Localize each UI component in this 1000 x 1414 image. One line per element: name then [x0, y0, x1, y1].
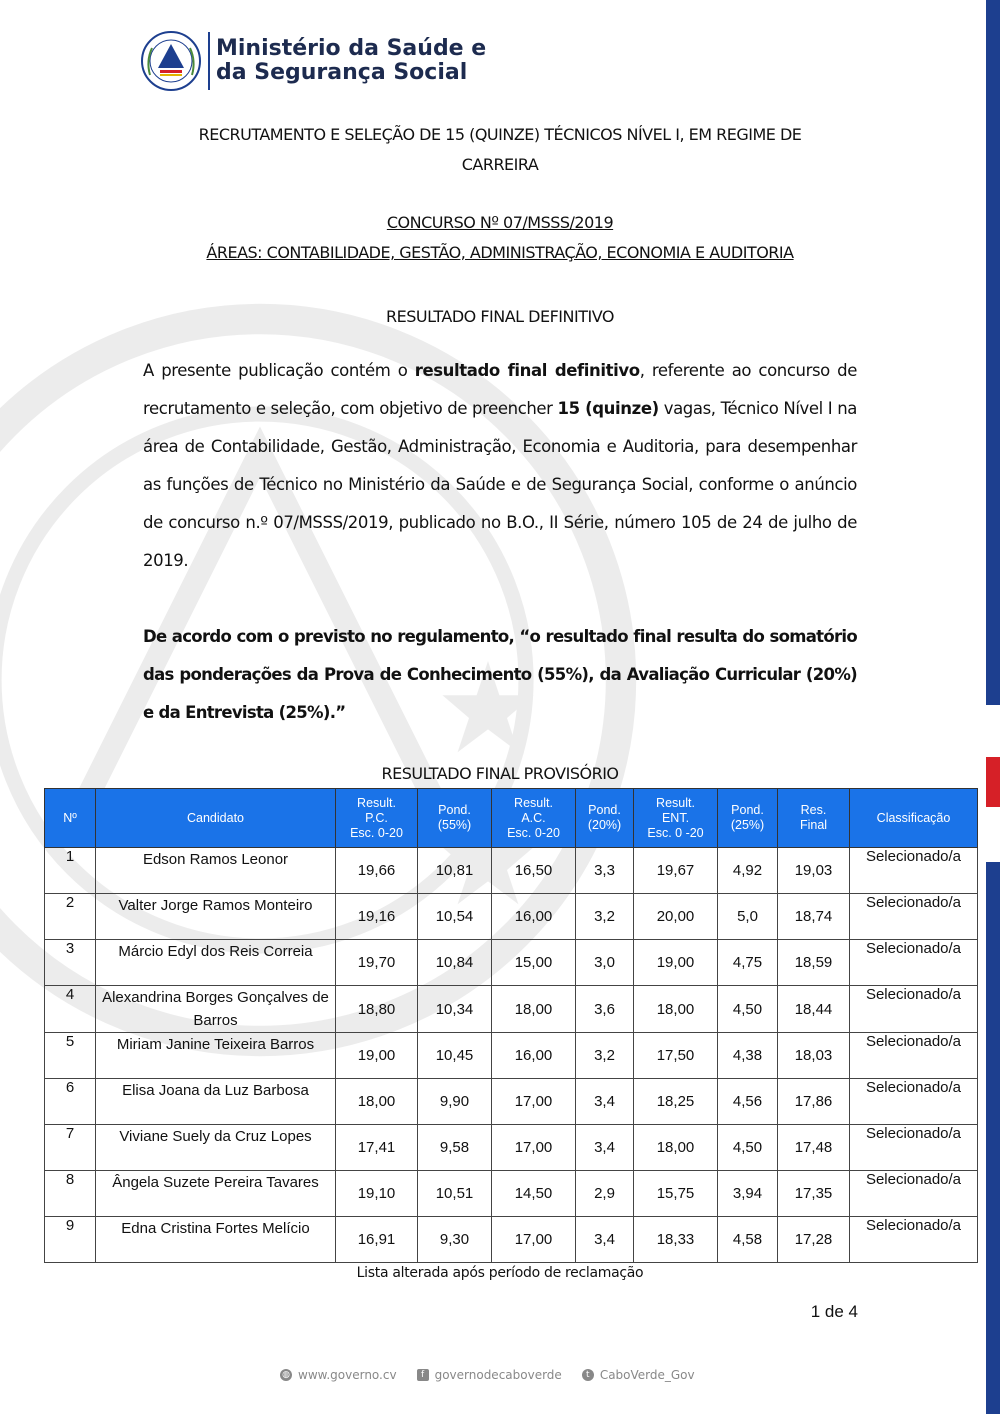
result-pc: 19,70 — [336, 940, 418, 986]
pond-25: 4,75 — [718, 940, 778, 986]
pond-55: 10,84 — [418, 940, 492, 986]
final-result: 18,03 — [778, 1033, 850, 1079]
pond-20: 3,4 — [576, 1079, 634, 1125]
title-line-2: CARREIRA — [461, 155, 539, 174]
pond-25: 3,94 — [718, 1171, 778, 1217]
pond-25: 4,50 — [718, 1125, 778, 1171]
table-row — [45, 986, 978, 1033]
candidate-name: Valter Jorge Ramos Monteiro — [96, 894, 336, 940]
pond-20: 3,2 — [576, 894, 634, 940]
candidate-name: Alexandrina Borges Gonçalves de Barros — [96, 986, 336, 1033]
result-pc: 19,16 — [336, 894, 418, 940]
result-ent: 17,50 — [634, 1033, 718, 1079]
intro-bold-result: resultado final definitivo — [414, 361, 640, 380]
concurso-heading — [140, 208, 860, 268]
final-result: 17,28 — [778, 1217, 850, 1263]
pond-55: 9,30 — [418, 1217, 492, 1263]
pond-25: 4,56 — [718, 1079, 778, 1125]
globe-icon: ◍ — [280, 1369, 292, 1381]
row-number: 5 — [45, 1033, 96, 1079]
final-result: 17,35 — [778, 1171, 850, 1217]
result-ent: 15,75 — [634, 1171, 718, 1217]
pond-25: 4,58 — [718, 1217, 778, 1263]
ministry-name — [216, 37, 486, 85]
pond-55: 9,58 — [418, 1125, 492, 1171]
result-ac: 17,00 — [492, 1217, 576, 1263]
twitter-icon: t — [582, 1369, 594, 1381]
national-seal-icon — [140, 30, 202, 92]
intro-text-1: A presente publicação contém o — [143, 361, 415, 380]
result-ac: 17,00 — [492, 1125, 576, 1171]
table-row — [45, 1171, 978, 1217]
table-row — [45, 1079, 978, 1125]
footer-links — [280, 1368, 695, 1382]
result-ent: 18,33 — [634, 1217, 718, 1263]
ministry-line-2: da Segurança Social — [216, 60, 468, 85]
ministry-line-1: Ministério da Saúde e — [216, 36, 487, 61]
classification: Selecionado/a — [850, 894, 978, 940]
result-pc: 16,91 — [336, 1217, 418, 1263]
pond-25: 4,92 — [718, 848, 778, 894]
row-number: 1 — [45, 848, 96, 894]
amendment-note: Lista alterada após período de reclamação — [356, 1265, 644, 1281]
right-accent-bar-red — [986, 757, 1000, 807]
final-result: 18,44 — [778, 986, 850, 1033]
result-ac: 15,00 — [492, 940, 576, 986]
classification: Selecionado/a — [850, 1079, 978, 1125]
candidate-name: Edson Ramos Leonor — [96, 848, 336, 894]
classification: Selecionado/a — [850, 1033, 978, 1079]
recruitment-title — [140, 120, 860, 180]
header-divider — [208, 32, 210, 90]
final-result: 19,03 — [778, 848, 850, 894]
table-row — [45, 1125, 978, 1171]
pond-25: 4,50 — [718, 986, 778, 1033]
final-result: 17,86 — [778, 1079, 850, 1125]
final-result: 17,48 — [778, 1125, 850, 1171]
final-result: 18,59 — [778, 940, 850, 986]
candidate-name: Edna Cristina Fortes Melício — [96, 1217, 336, 1263]
result-ac: 14,50 — [492, 1171, 576, 1217]
classification: Selecionado/a — [850, 1217, 978, 1263]
pond-20: 3,6 — [576, 986, 634, 1033]
row-number: 4 — [45, 986, 96, 1033]
result-ent: 19,67 — [634, 848, 718, 894]
result-ac: 16,00 — [492, 1033, 576, 1079]
intro-text-3: vagas, Técnico Nível I na área de Contabilidade, Gestão, Administração, Economia e Auditoria, para desempenhar as funções de Técnico no Ministério da Saúde e de Segurança Social, conforme o anúncio de concurso n.º 07/MSSS/2019, publicado no B.O., II Série, número 105 de 24 de julho de 2019. — [143, 399, 857, 570]
pond-20: 3,3 — [576, 848, 634, 894]
result-pc: 19,10 — [336, 1171, 418, 1217]
result-ent: 20,00 — [634, 894, 718, 940]
classification: Selecionado/a — [850, 986, 978, 1033]
result-pc: 18,80 — [336, 986, 418, 1033]
result-ent: 19,00 — [634, 940, 718, 986]
concurso-number: CONCURSO Nº 07/MSSS/2019 — [386, 213, 614, 232]
classification: Selecionado/a — [850, 848, 978, 894]
row-number: 3 — [45, 940, 96, 986]
candidate-name: Ângela Suzete Pereira Tavares — [96, 1171, 336, 1217]
result-heading: RESULTADO FINAL DEFINITIVO — [386, 307, 614, 326]
footer-facebook[interactable]: governodecaboverde — [434, 1368, 562, 1382]
table-title: RESULTADO FINAL PROVISÓRIO — [381, 764, 619, 783]
result-ent: 18,00 — [634, 1125, 718, 1171]
candidate-name: Márcio Edyl dos Reis Correia — [96, 940, 336, 986]
pond-55: 9,90 — [418, 1079, 492, 1125]
result-ac: 18,00 — [492, 986, 576, 1033]
result-ent: 18,25 — [634, 1079, 718, 1125]
footer-twitter[interactable]: CaboVerde_Gov — [599, 1368, 695, 1382]
header-result-pc: Result. P.C. Esc. 0-20 — [336, 789, 418, 848]
table-row — [45, 1217, 978, 1263]
table-row — [45, 940, 978, 986]
right-accent-bar-bottom — [986, 862, 1000, 1414]
candidate-name: Elisa Joana da Luz Barbosa — [96, 1079, 336, 1125]
classification: Selecionado/a — [850, 1171, 978, 1217]
header-number: Nº — [45, 789, 96, 848]
pond-20: 2,9 — [576, 1171, 634, 1217]
header-pond-55: Pond. (55%) — [418, 789, 492, 848]
final-result: 18,74 — [778, 894, 850, 940]
pond-25: 5,0 — [718, 894, 778, 940]
result-ac: 16,50 — [492, 848, 576, 894]
pond-55: 10,51 — [418, 1171, 492, 1217]
result-pc: 18,00 — [336, 1079, 418, 1125]
intro-paragraph — [143, 352, 857, 580]
letterhead — [140, 30, 486, 92]
row-number: 9 — [45, 1217, 96, 1263]
header-pond-20: Pond. (20%) — [576, 789, 634, 848]
right-accent-bar-top — [986, 0, 1000, 705]
pond-55: 10,54 — [418, 894, 492, 940]
header-pond-25: Pond. (25%) — [718, 789, 778, 848]
footer-website[interactable]: www.governo.cv — [298, 1368, 397, 1382]
result-ent: 18,00 — [634, 986, 718, 1033]
pond-20: 3,4 — [576, 1217, 634, 1263]
result-ac: 17,00 — [492, 1079, 576, 1125]
pond-55: 10,34 — [418, 986, 492, 1033]
result-ac: 16,00 — [492, 894, 576, 940]
result-pc: 19,66 — [336, 848, 418, 894]
table-row — [45, 1033, 978, 1079]
candidate-name: Viviane Suely da Cruz Lopes — [96, 1125, 336, 1171]
pond-20: 3,0 — [576, 940, 634, 986]
title-line-1: RECRUTAMENTO E SELEÇÃO DE 15 (QUINZE) TÉCNICOS NÍVEL I, EM REGIME DE — [198, 125, 802, 144]
classification: Selecionado/a — [850, 940, 978, 986]
page-number: 1 de 4 — [810, 1302, 858, 1321]
result-pc: 17,41 — [336, 1125, 418, 1171]
header-candidate: Candidato — [96, 789, 336, 848]
table-row — [45, 848, 978, 894]
row-number: 6 — [45, 1079, 96, 1125]
result-pc: 19,00 — [336, 1033, 418, 1079]
classification: Selecionado/a — [850, 1125, 978, 1171]
header-classification: Classificação — [850, 789, 978, 848]
table-header-row — [45, 789, 978, 848]
intro-text-2: , referente ao concurso de recrutamento e seleção, com objetivo de preencher — [143, 361, 857, 418]
regulation-paragraph — [143, 618, 857, 732]
areas-heading: ÁREAS: CONTABILIDADE, GESTÃO, ADMINISTRAÇÃO, ECONOMIA E AUDITORIA — [206, 243, 794, 262]
pond-20: 3,2 — [576, 1033, 634, 1079]
row-number: 8 — [45, 1171, 96, 1217]
header-final-result: Res. Final — [778, 789, 850, 848]
table-row — [45, 894, 978, 940]
header-result-ac: Result. A.C. Esc. 0-20 — [492, 789, 576, 848]
row-number: 2 — [45, 894, 96, 940]
regulation-text: De acordo com o previsto no regulamento, “o resultado final resulta do somatório das ponderações da Prova de Conhecimento (55%), da Avaliação Curricular (20%) e da Entrevista (25%).” — [143, 627, 857, 722]
candidate-name: Miriam Janine Teixeira Barros — [96, 1033, 336, 1079]
row-number: 7 — [45, 1125, 96, 1171]
facebook-icon: f — [417, 1369, 429, 1381]
header-result-ent: Result. ENT. Esc. 0 -20 — [634, 789, 718, 848]
results-table — [44, 788, 978, 1263]
pond-55: 10,81 — [418, 848, 492, 894]
pond-55: 10,45 — [418, 1033, 492, 1079]
intro-bold-vacancies: 15 (quinze) — [557, 399, 659, 418]
pond-25: 4,38 — [718, 1033, 778, 1079]
pond-20: 3,4 — [576, 1125, 634, 1171]
